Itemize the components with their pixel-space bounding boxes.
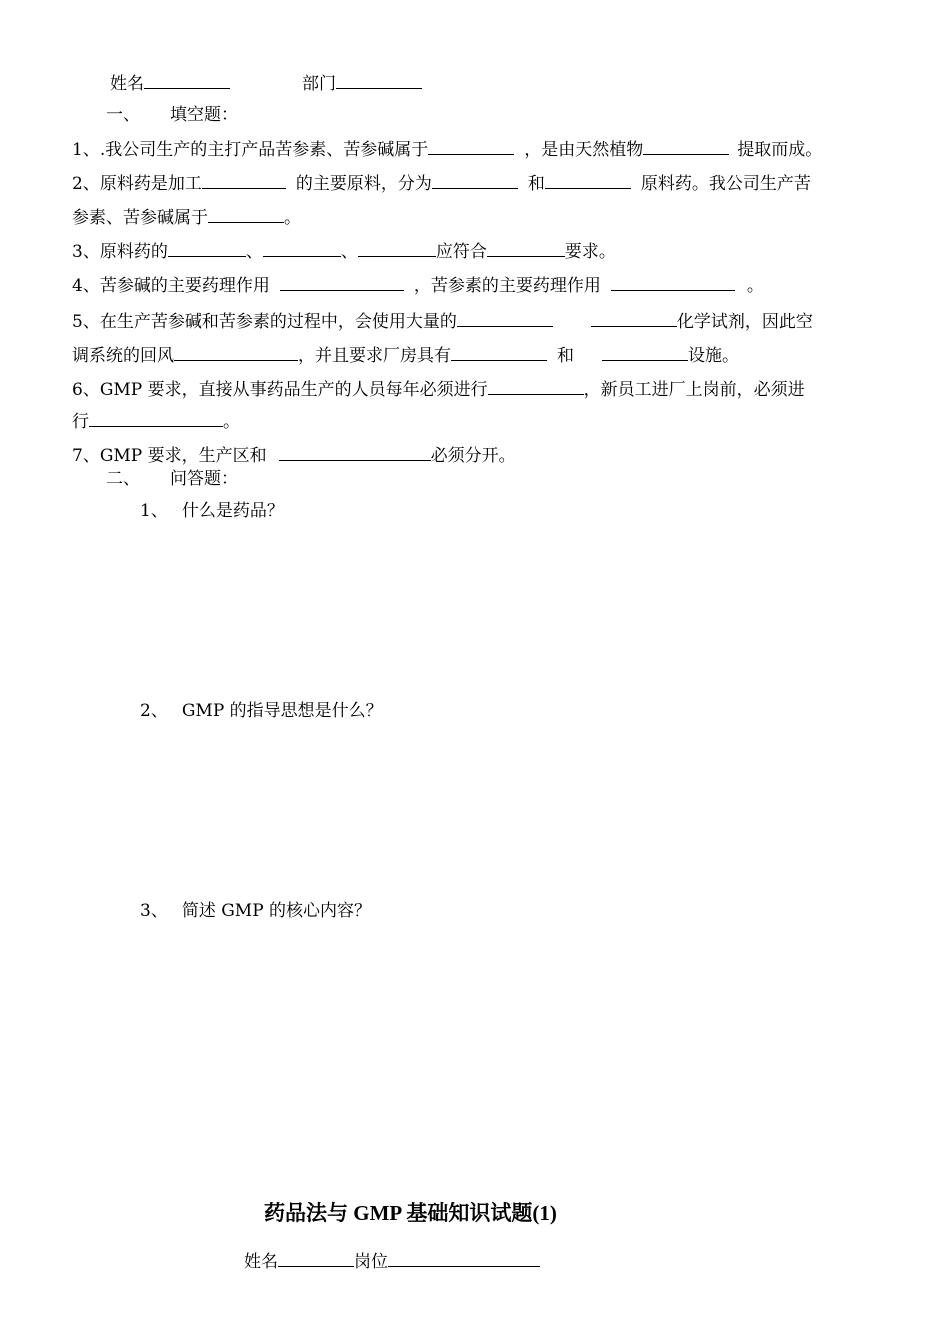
- question-2: [72, 172, 811, 195]
- post-label: 岗位: [354, 1252, 388, 1272]
- question-text: 2、原料药是加工: [72, 174, 202, 194]
- answer-blank[interactable]: [602, 344, 688, 361]
- question-6-cont: [72, 410, 240, 433]
- footer-fields: [244, 1250, 540, 1273]
- question-text: 调系统的回风: [72, 346, 174, 366]
- answer-blank[interactable]: [280, 274, 404, 291]
- qa-question-2: [140, 700, 383, 722]
- qa-number: 3、: [140, 901, 168, 921]
- question-text: 3、原料药的: [72, 242, 168, 262]
- dept-blank[interactable]: [336, 72, 422, 89]
- section-qa-heading: [106, 468, 238, 490]
- answer-blank[interactable]: [432, 172, 518, 189]
- question-text: 应符合: [435, 242, 487, 262]
- answer-blank[interactable]: [168, 240, 246, 257]
- section-fill-heading: [106, 104, 238, 126]
- answer-blank[interactable]: [611, 274, 735, 291]
- answer-blank[interactable]: [428, 138, 514, 155]
- exam-title: 药品法与 GMP 基础知识试题(1): [264, 1201, 557, 1225]
- question-text: 必须分开。: [430, 446, 516, 466]
- qa-text: 简述 GMP 的核心内容？: [181, 901, 372, 921]
- qa-text: GMP 的指导思想是什么？: [181, 701, 383, 721]
- question-2-cont: [72, 206, 301, 229]
- answer-blank[interactable]: [358, 240, 436, 257]
- question-text: ，并且要求厂房具有: [298, 346, 451, 366]
- question-text: 和: [527, 174, 545, 194]
- question-5-cont: [72, 344, 739, 367]
- section-title: 填空题：: [170, 105, 238, 125]
- question-text: 、: [245, 242, 263, 262]
- question-text: ，苦参素的主要药理作用: [413, 276, 601, 296]
- answer-blank[interactable]: [202, 172, 286, 189]
- answer-blank[interactable]: [174, 344, 298, 361]
- answer-blank[interactable]: [279, 444, 431, 461]
- section-number: 二、: [106, 469, 140, 489]
- question-text: 化学试剂，因此空: [676, 312, 813, 332]
- question-text: 。: [746, 276, 764, 296]
- qa-question-1: [140, 500, 284, 522]
- question-text: 。: [284, 208, 301, 228]
- question-text: ，是由天然植物: [524, 140, 644, 160]
- answer-blank[interactable]: [208, 206, 284, 223]
- qa-question-3: [140, 900, 371, 922]
- answer-blank[interactable]: [487, 240, 565, 257]
- question-4: [72, 274, 764, 297]
- section-title: 问答题：: [170, 469, 238, 489]
- answer-blank[interactable]: [451, 344, 547, 361]
- question-text: 和: [557, 346, 574, 366]
- name-label: 姓名: [110, 74, 144, 94]
- section-number: 一、: [106, 105, 140, 125]
- answer-blank[interactable]: [545, 172, 631, 189]
- question-1: [72, 138, 822, 161]
- question-text: 1、.我公司生产的主打产品苦参素、苦参碱属于: [72, 140, 429, 160]
- question-text: 。: [223, 412, 240, 432]
- qa-number: 2、: [140, 701, 168, 721]
- answer-blank[interactable]: [263, 240, 341, 257]
- question-text: 的主要原料，分为: [295, 174, 432, 194]
- question-text: 、: [340, 242, 358, 262]
- question-text: ，新员工进厂上岗前，必须进: [583, 380, 805, 400]
- question-text: 提取而成。: [737, 140, 823, 160]
- post-blank[interactable]: [388, 1250, 540, 1267]
- question-text: 7、GMP 要求，生产区和: [72, 446, 267, 466]
- answer-blank[interactable]: [457, 310, 553, 327]
- question-text: 5、在生产苦参碱和苦参素的过程中，会使用大量的: [72, 312, 457, 332]
- question-text: 参素、苦参碱属于: [72, 208, 208, 228]
- answer-blank[interactable]: [89, 410, 223, 427]
- question-text: 要求。: [564, 242, 616, 262]
- question-5: [72, 310, 813, 333]
- dept-field-row: [302, 72, 422, 95]
- question-7: [72, 444, 516, 467]
- qa-number: 1、: [140, 501, 168, 521]
- question-text: 原料药。我公司生产苦: [640, 174, 811, 194]
- name-label: 姓名: [244, 1252, 278, 1272]
- dept-label: 部门: [302, 74, 336, 94]
- answer-blank[interactable]: [591, 310, 677, 327]
- name-blank[interactable]: [278, 1250, 354, 1267]
- question-text: 行: [72, 412, 89, 432]
- question-3: [72, 240, 616, 263]
- name-field-row: [110, 72, 230, 95]
- question-text: 6、GMP 要求，直接从事药品生产的人员每年必须进行: [72, 380, 488, 400]
- answer-blank[interactable]: [643, 138, 729, 155]
- question-text: 设施。: [688, 346, 739, 366]
- answer-blank[interactable]: [488, 378, 584, 395]
- question-6: [72, 378, 805, 401]
- name-blank[interactable]: [144, 72, 230, 89]
- qa-text: 什么是药品？: [181, 501, 284, 521]
- question-text: 4、苦参碱的主要药理作用: [72, 276, 270, 296]
